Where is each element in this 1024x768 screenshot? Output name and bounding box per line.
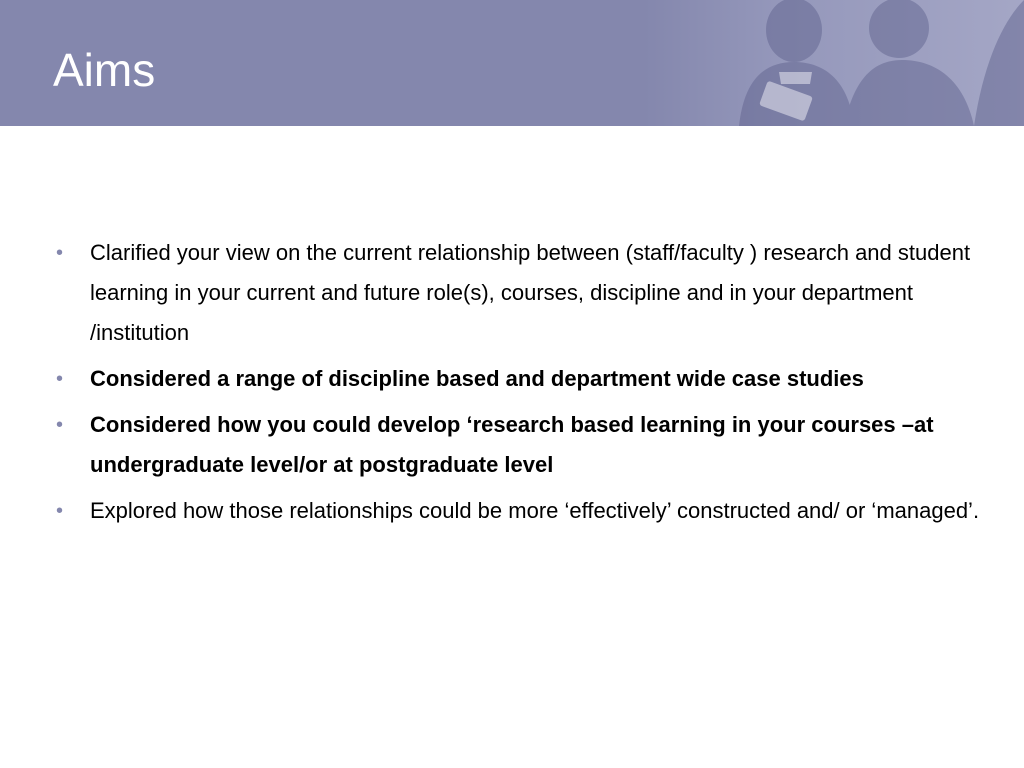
slide-content — [56, 233, 986, 537]
bullet-text: Considered a range of discipline based and department wide case studies — [90, 366, 864, 391]
bullet-item — [56, 359, 986, 399]
bullet-item — [56, 405, 986, 485]
students-photo-icon — [644, 0, 1024, 126]
bullet-dot-icon: • — [56, 242, 64, 264]
bullet-list — [56, 233, 986, 531]
bullet-item — [56, 233, 986, 353]
bullet-text: Explored how those relationships could be more ‘effectively’ constructed and/ or ‘managed’. — [90, 498, 980, 523]
slide-header — [0, 0, 1024, 126]
bullet-item — [56, 491, 986, 531]
bullet-dot-icon: • — [56, 368, 64, 390]
slide-title: Aims — [53, 44, 156, 96]
bullet-dot-icon: • — [56, 500, 64, 522]
bullet-text: Considered how you could develop ‘research based learning in your courses –at undergraduate level/or at postgraduate level — [90, 412, 934, 477]
bullet-text: Clarified your view on the current relationship between (staff/faculty ) research and student learning in your current and future role(s), courses, discipline and in your department /institution — [90, 240, 971, 345]
bullet-dot-icon: • — [56, 414, 64, 436]
